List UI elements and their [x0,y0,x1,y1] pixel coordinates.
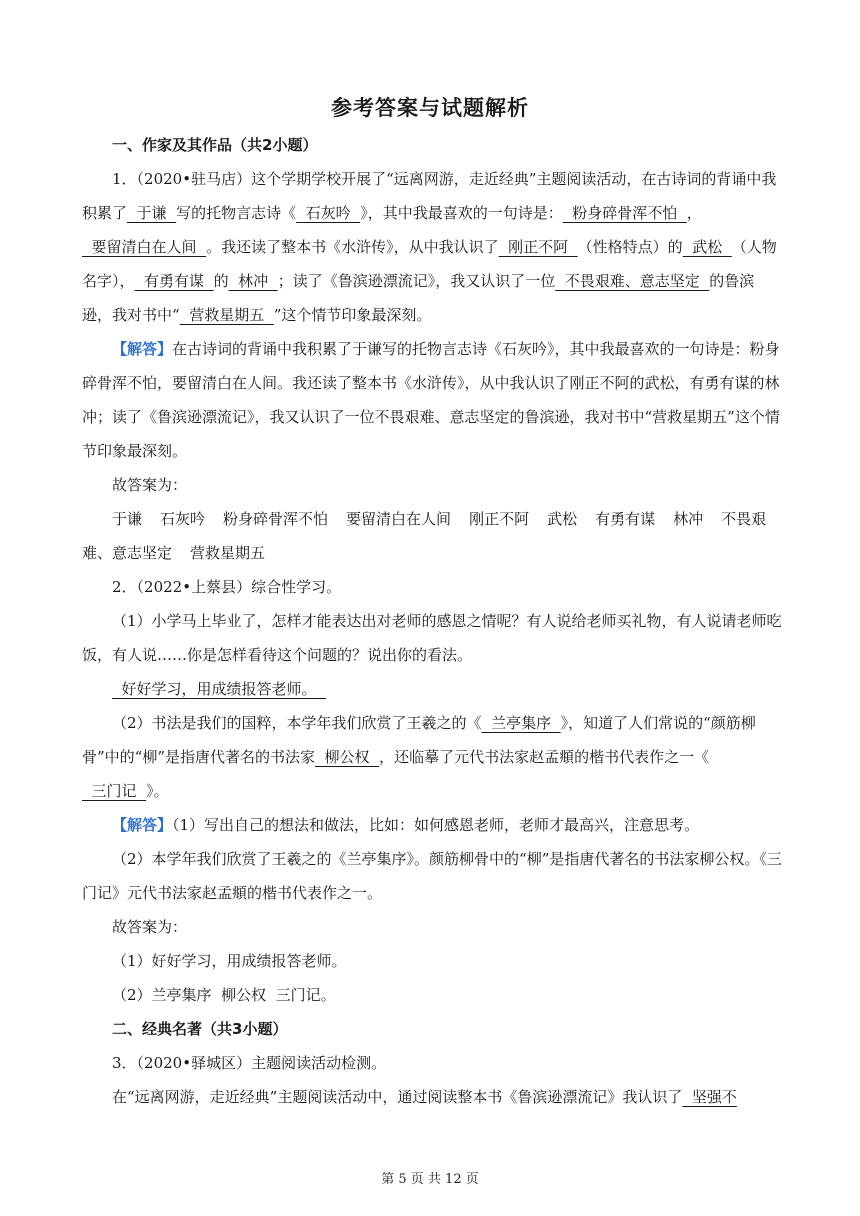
answer-blank: 要留清白在人间 [82,238,207,256]
question-1 [82,162,782,332]
result-answers-1 [82,502,782,570]
answer-blank: 有勇有谋 [134,272,214,290]
question-text: （性格特点）的 [577,238,683,256]
question-text: （2）书法是我们的国粹，本学年我们欣赏了王羲之的《 [112,714,482,732]
question-text: （人物名字）， [82,238,777,290]
answer-item: 刚正不阿 [469,510,530,528]
question-text: 在“远离网游，走近经典”主题阅读活动中，通过阅读整本书《鲁滨逊漂流记》我认识了 [112,1088,683,1106]
answer-item: 于谦 [112,510,143,528]
result-answer-2-1: （1）好好学习，用成绩报答老师。 [112,952,347,970]
question-text: 的 [213,272,229,290]
page-title: 参考答案与试题解析 [331,96,529,120]
answer-item: 营救星期五 [190,544,266,562]
answer-item: 粉身碎骨浑不怕 [223,510,329,528]
question-text: 》。 [146,782,169,800]
answer-blank: 于谦 [127,204,177,222]
question-number: 1．（2020•驻马店） [112,170,252,188]
result-label-2: 故答案为： [112,918,188,936]
question-text: ；读了《鲁滨逊漂流记》，我又认识了一位 [277,272,556,290]
question-text: 综合性学习。 [251,578,342,596]
question-text: 》，知道了人们常说的“颜筋柳骨”中的“柳”是指唐代著名的书法家 [82,714,756,766]
answer-blank: 兰亭集序 [481,714,561,732]
question-3 [82,1046,782,1080]
section-heading-1: 一、作家及其作品（共2小题） [112,136,318,154]
answer-text: 在古诗词的背诵中我积累了于谦写的托物言志诗《石灰吟》，其中我最喜欢的一句诗是：粉身碎骨浑不怕，要留清白在人间。我还读了整本书《水浒传》，从中我认识了刚正不阿的武松，有勇有谋的林冲；读了《鲁滨逊漂流记》，我又认识了一位不畏艰难、意志坚定的鲁滨逊，我对书中“营救星期五”这个情节印象最深刻。 [82,340,780,460]
answer-blank: 粉身碎骨浑不怕 [562,204,687,222]
answer-blank: 林冲 [228,272,278,290]
question-text: 的鲁滨逊，我对书中“ [82,272,755,324]
question-text: 写的托物言志诗《 [176,204,297,222]
question-text: ，还临摹了元代书法家赵孟頫的楷书代表作之一《 [379,748,710,766]
question-text: ， [686,204,702,222]
answer-tag: 【解答】 [112,816,173,834]
answer-item: 林冲 [673,510,704,528]
answer-item: 石灰吟 [160,510,206,528]
answer-blank: 坚强不 [682,1088,737,1106]
question-2-part-1-answer [82,672,782,706]
answer-item: 要留清白在人间 [346,510,452,528]
answer-blank: 柳公权 [315,748,380,766]
answer-explanation-1 [82,332,782,468]
answer-item: 有勇有谋 [595,510,656,528]
question-text: 。我还读了整本书《水浒传》，从中我认识了 [206,238,499,256]
page-footer: 第 5 页 共 12 页 [381,1172,479,1187]
question-text: ”这个情节印象最深刻。 [273,306,432,324]
question-2-part-1: （1）小学马上毕业了，怎样才能表达出对老师的感恩之情呢？有人说给老师买礼物，有人说请老师吃饭，有人说……你是怎样看待这个问题的？说出你的看法。 [82,612,782,664]
answer-explanation-2 [82,808,782,842]
question-number: 3．（2020•驿城区） [112,1054,252,1072]
question-text: 》，其中我最喜欢的一句诗是： [360,204,563,222]
answer-blank: 营救星期五 [179,306,274,324]
result-label-1: 故答案为： [112,476,188,494]
question-2 [82,570,782,604]
question-2-part-2 [82,706,782,808]
result-answer-2-2: （2）兰亭集序 柳公权 三门记。 [112,986,336,1004]
question-text: 主题阅读活动检测。 [251,1054,387,1072]
answer-blank: 武松 [682,238,732,256]
answer-item: 不畏艰难、意志坚定 [82,510,767,562]
question-text: 这个学期学校开展了“远离网游，走近经典”主题阅读活动，在古诗词的背诵中我积累了 [82,170,777,222]
answer-blank: 好好学习，用成绩报答老师。 [112,680,327,698]
answer-text: （1）写出自己的想法和做法，比如：如何感恩老师，老师才最高兴，注意思考。 [172,816,700,834]
answer-blank: 石灰吟 [296,204,361,222]
answer-blank: 不畏艰难、意志坚定 [555,272,710,290]
answer-item: 武松 [547,510,578,528]
answer-blank: 三门记 [82,782,147,800]
question-number: 2．（2022•上蔡县） [112,578,252,596]
answer-tag: 【解答】 [112,340,173,358]
answer-blank: 刚正不阿 [498,238,578,256]
question-3-text [82,1080,782,1114]
answer-explanation-2-part-2: （2）本学年我们欣赏了王羲之的《兰亭集序》。颜筋柳骨中的“柳”是指唐代著名的书法家柳公权。《三门记》元代书法家赵孟頫的楷书代表作之一。 [82,850,782,902]
section-heading-2: 二、经典名著（共3小题） [112,1020,288,1038]
